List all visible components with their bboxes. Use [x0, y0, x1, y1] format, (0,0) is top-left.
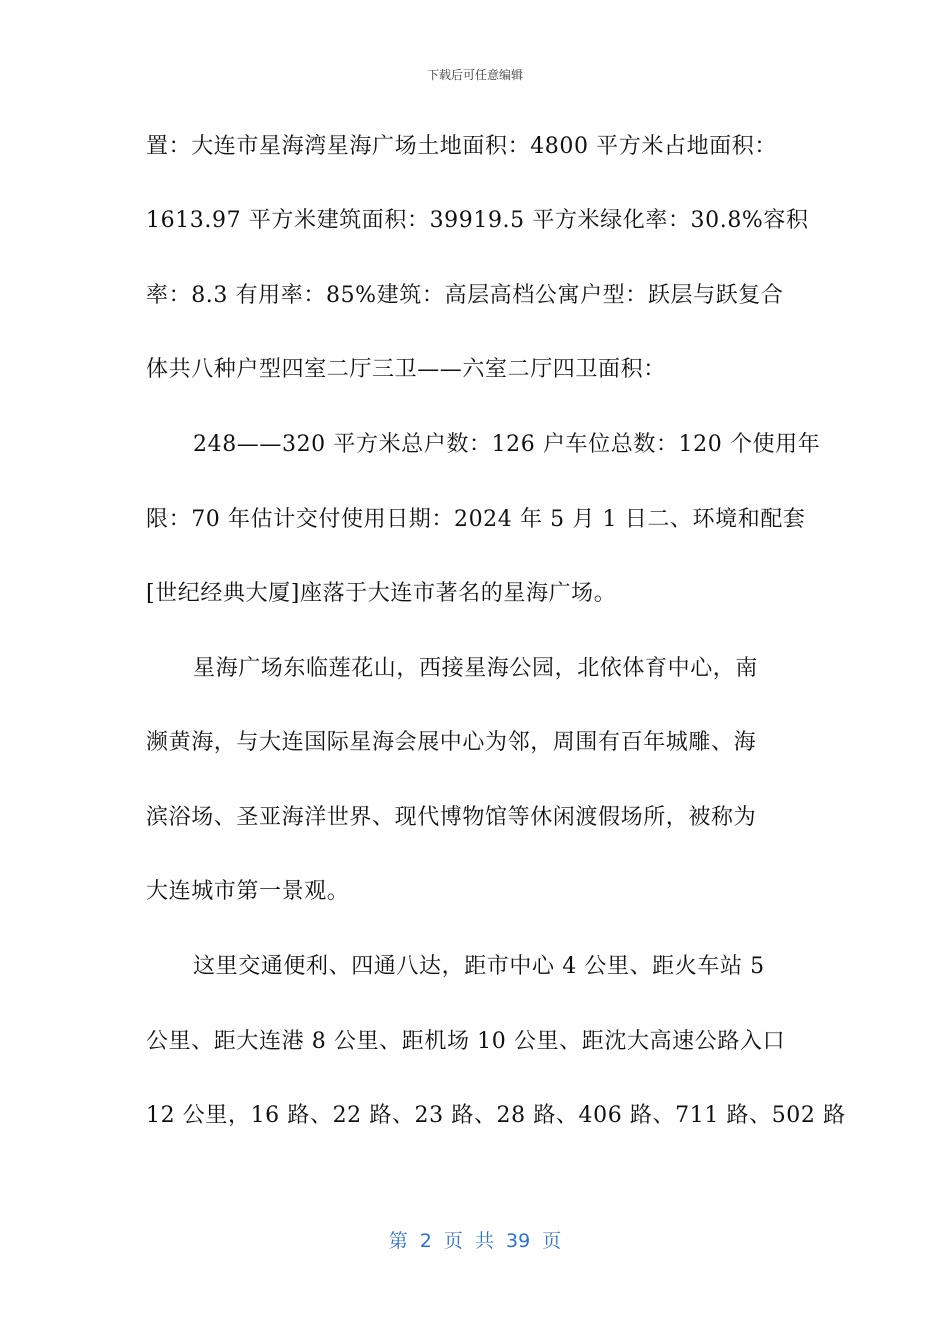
page-header: 下载后可任意编辑: [426, 68, 523, 82]
body-line: 公里、距大连港 8 公里、距机场 10 公里、距沈大高速公路入口: [146, 1029, 786, 1054]
body-line: 1613.97 平方米建筑面积：39919.5 平方米绿化率：30.8%容积: [146, 208, 809, 233]
body-line: 限：70 年估计交付使用日期：2024 年 5 月 1 日二、环境和配套: [146, 507, 806, 532]
body-line: 置：大连市星海湾星海广场土地面积：4800 平方米占地面积：: [146, 134, 777, 159]
body-line: 率：8.3 有用率：85%建筑：高层高档公寓户型：跃层与跃复合: [146, 283, 784, 308]
body-line: 滨浴场、圣亚海洋世界、现代博物馆等休闲渡假场所，被称为: [146, 805, 757, 830]
body-line: 濒黄海，与大连国际星海会展中心为邻，周围有百年城雕、海: [146, 730, 757, 755]
body-line: 12 公里，16 路、22 路、23 路、28 路、406 路、711 路、502 路: [146, 1103, 846, 1128]
body-line: 体共八种户型四室二厅三卫——六室二厅四卫面积：: [146, 357, 666, 382]
page-number-footer: 第 2 页 共 39 页: [388, 1230, 562, 1252]
body-line: 这里交通便利、四通八达，距市中心 4 公里、距火车站 5: [193, 954, 765, 979]
body-line: [世纪经典大厦]座落于大连市著名的星海广场。: [146, 581, 617, 606]
body-line: 248——320 平方米总户数：126 户车位总数：120 个使用年: [193, 432, 821, 457]
body-line: 大连城市第一景观。: [146, 879, 350, 904]
body-line: 星海广场东临莲花山，西接星海公园，北依体育中心，南: [193, 656, 759, 681]
